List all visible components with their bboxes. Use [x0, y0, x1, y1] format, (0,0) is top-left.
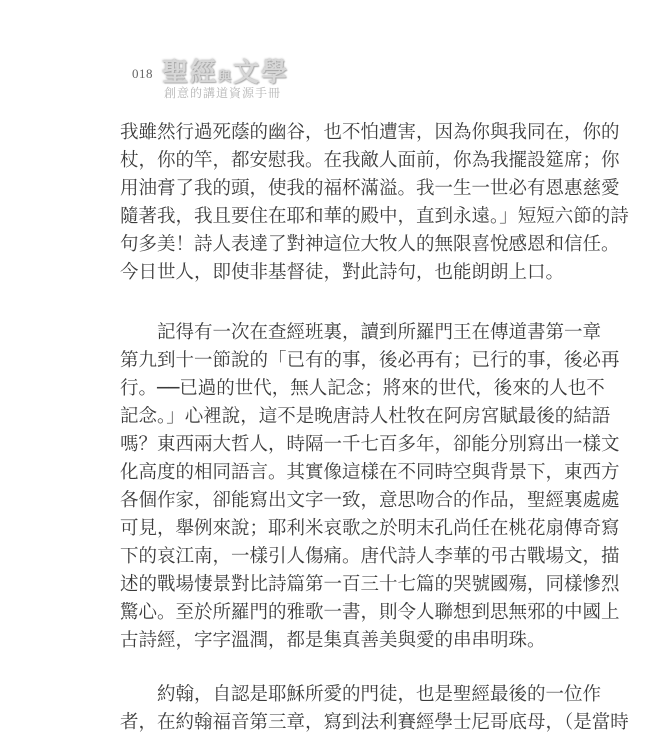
- text-line: 約翰，自認是耶穌所愛的門徒，也是聖經最後的一位作: [120, 684, 602, 705]
- text-line: 今日世人，即使非基督徒，對此詩句，也能朗朗上口。: [120, 262, 565, 283]
- text-line: 者，在約翰福音第三章，寫到法利賽經學士尼哥底母，（是當時: [120, 712, 629, 733]
- text-line: 各個作家，卻能寫出文字一致，意思吻合的作品，聖經裏處處: [120, 490, 620, 511]
- paragraph-spacer: [120, 655, 520, 681]
- text-line: 古詩經，字字溫潤，都是集真善美與愛的串串明珠。: [120, 630, 546, 651]
- text-line: 記得有一次在查經班裏，讀到所羅門王在傳道書第一章: [120, 322, 602, 343]
- book-subtitle: 創意的講道資源手冊: [164, 86, 282, 100]
- text-line: 述的戰場悽景對比詩篇第一百三十七篇的哭號國殤，同樣慘烈: [120, 574, 620, 595]
- book-title-part1: 聖經: [162, 58, 219, 88]
- text-line: 嗎？東西兩大哲人，時隔一千七百多年，卻能分別寫出一樣文: [120, 434, 620, 455]
- body-text: [120, 119, 629, 737]
- book-title-conj: 與: [218, 70, 234, 85]
- paragraph-3: [120, 681, 629, 737]
- text-line: 下的哀江南，一樣引人傷痛。唐代詩人李華的弔古戰場文，描: [120, 546, 620, 567]
- text-line: 用油膏了我的頭，使我的福杯滿溢。我一生一世必有恩惠慈愛: [120, 178, 620, 199]
- paragraph-1: [120, 119, 629, 287]
- text-line: 記念。」心裡說，這不是晚唐詩人杜牧在阿房宮賦最後的結語: [120, 406, 611, 427]
- text-line: 可見，舉例來說；耶利米哀歌之於明末孔尚任在桃花扇傳奇寫: [120, 518, 620, 539]
- text-line: 我雖然行過死蔭的幽谷，也不怕遭害，因為你與我同在，你的: [120, 122, 620, 143]
- text-line: 行。──已過的世代，無人記念；將來的世代，後來的人也不: [120, 378, 605, 399]
- text-line: 第九到十一節說的「已有的事，後必再有；已行的事，後必再: [120, 350, 620, 371]
- paragraph-2: [120, 319, 620, 655]
- text-line: 句多美！詩人表達了對神這位大牧人的無限喜悅感恩和信任。: [120, 234, 620, 255]
- text-line: 隨著我，我且要住在耶和華的殿中，直到永遠。」短短六節的詩: [120, 206, 629, 227]
- book-title-part2: 文學: [233, 58, 290, 88]
- text-line: 驚心。至於所羅門的雅歌一書，則令人聯想到思無邪的中國上: [120, 602, 620, 623]
- text-line: 化高度的相同語言。其實像這樣在不同時空與背景下，東西方: [120, 462, 620, 483]
- paragraph-spacer: [120, 287, 520, 319]
- page-number: 018: [132, 66, 153, 81]
- text-line: 杖，你的竿，都安慰我。在我敵人面前，你為我擺設筵席；你: [120, 150, 620, 171]
